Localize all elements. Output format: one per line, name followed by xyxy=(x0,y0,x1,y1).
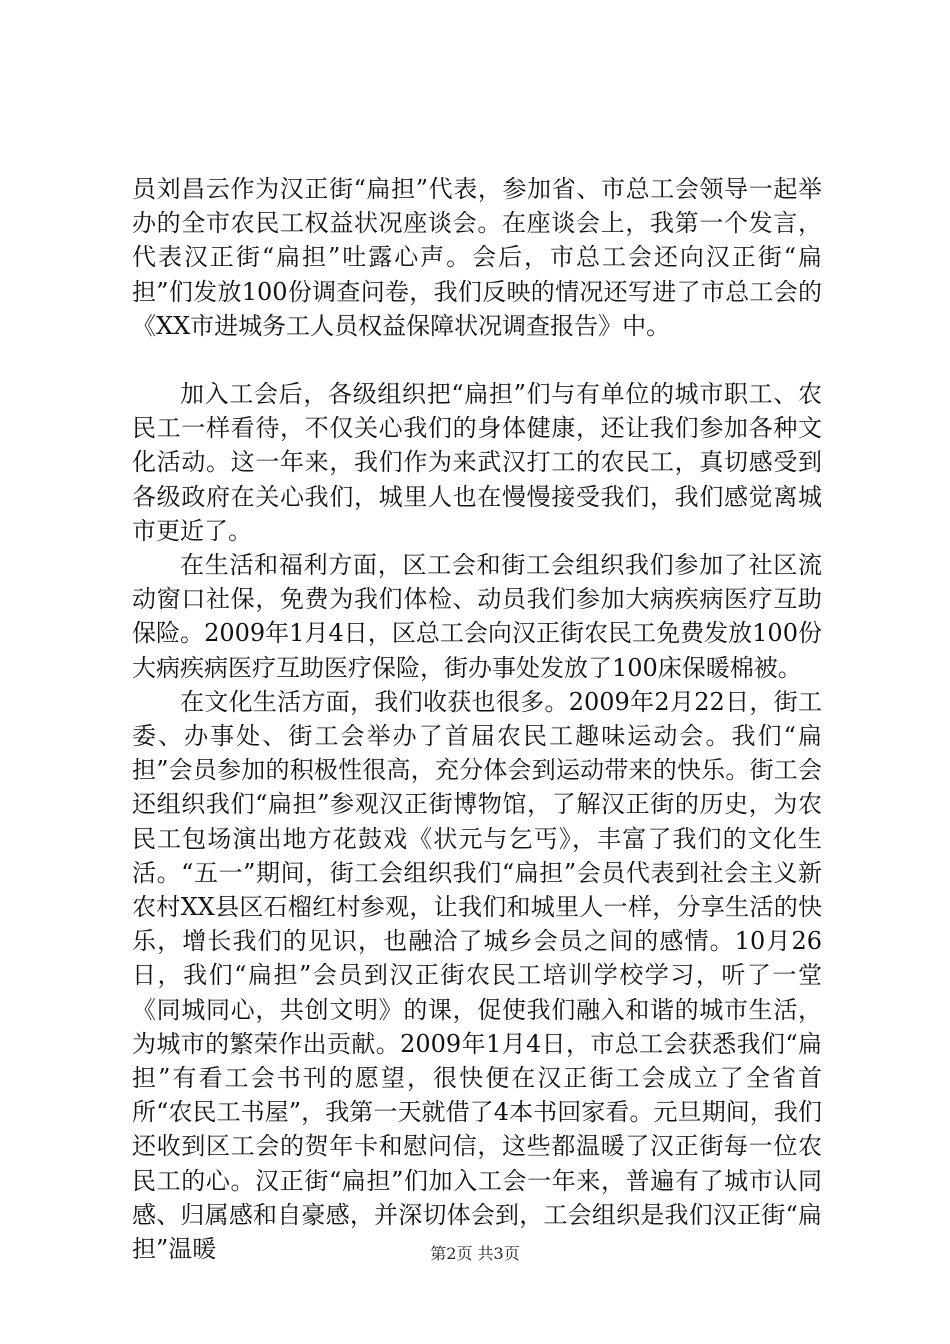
paragraph-culture: 在文化生活方面，我们收获也很多。2009年2月22日，街工委、办事处、街工会举办了首届农民工趣味运动会。我们“扁担”会员参加的积极性很高，充分体会到运动带来的快乐。街工会还组织我们“扁担”参观汉正街博物馆，了解汉正街的历史，为农民工包场演出地方花鼓戏《状元与乞丐》，丰富了我们的文化生活。“五一”期间，街工会组织我们“扁担”会员代表到社会主义新农村XX县区石榴红村参观，让我们和城里人一样，分享生活的快乐，增长我们的见识，也融洽了城乡会员之间的感情。10月26日，我们“扁担”会员到汉正街农民工培训学校学习，听了一堂《同城同心，共创文明》的课，促使我们融入和谐的城市生活，为城市的繁荣作出贡献。2009年1月4日，市总工会获悉我们“扁担”有看工会书刊的愿望，很快便在汉正街工会成立了全省首所“农民工书屋”，我第一天就借了4本书回家看。元旦期间，我们还收到区工会的贺年卡和慰问信，这些都温暖了汉正街每一位农民工的心。汉正街“扁担”们加入工会一年来，普遍有了城市认同感、归属感和自豪感，并深切体会到，工会组织是我们汉正街“扁担”温暖 xyxy=(132,687,822,1264)
page-number-footer: 第2页 共3页 xyxy=(430,1244,520,1263)
paragraph-joining-union: 加入工会后，各级组织把“扁担”们与有单位的城市职工、农民工一样看待，不仅关心我们的身体健康，还让我们参加各种文化活动。这一年来，我们作为来武汉打工的农民工，真切感受到各级政府在关心我们，城里人也在慢慢接受我们，我们感觉离城市更近了。 xyxy=(132,380,822,545)
paragraph-gap xyxy=(132,343,822,377)
document-body xyxy=(132,172,822,1266)
paragraph-continuation: 员刘昌云作为汉正街“扁担”代表，参加省、市总工会领导一起举办的全市农民工权益状况座谈会。在座谈会上，我第一个发言，代表汉正街“扁担”吐露心声。会后，市总工会还向汉正街“扁担”们发放100份调查问卷，我们反映的情况还写进了市总工会的《XX市进城务工人员权益保障状况调查报告》中。 xyxy=(132,175,822,340)
paragraph-welfare: 在生活和福利方面，区工会和街工会组织我们参加了社区流动窗口社保，免费为我们体检、动员我们参加大病疾病医疗互助保险。2009年1月4日，区总工会向汉正街农民工免费发放100份大病疾病医疗互助医疗保险，街办事处发放了100床保暖棉被。 xyxy=(132,551,822,682)
